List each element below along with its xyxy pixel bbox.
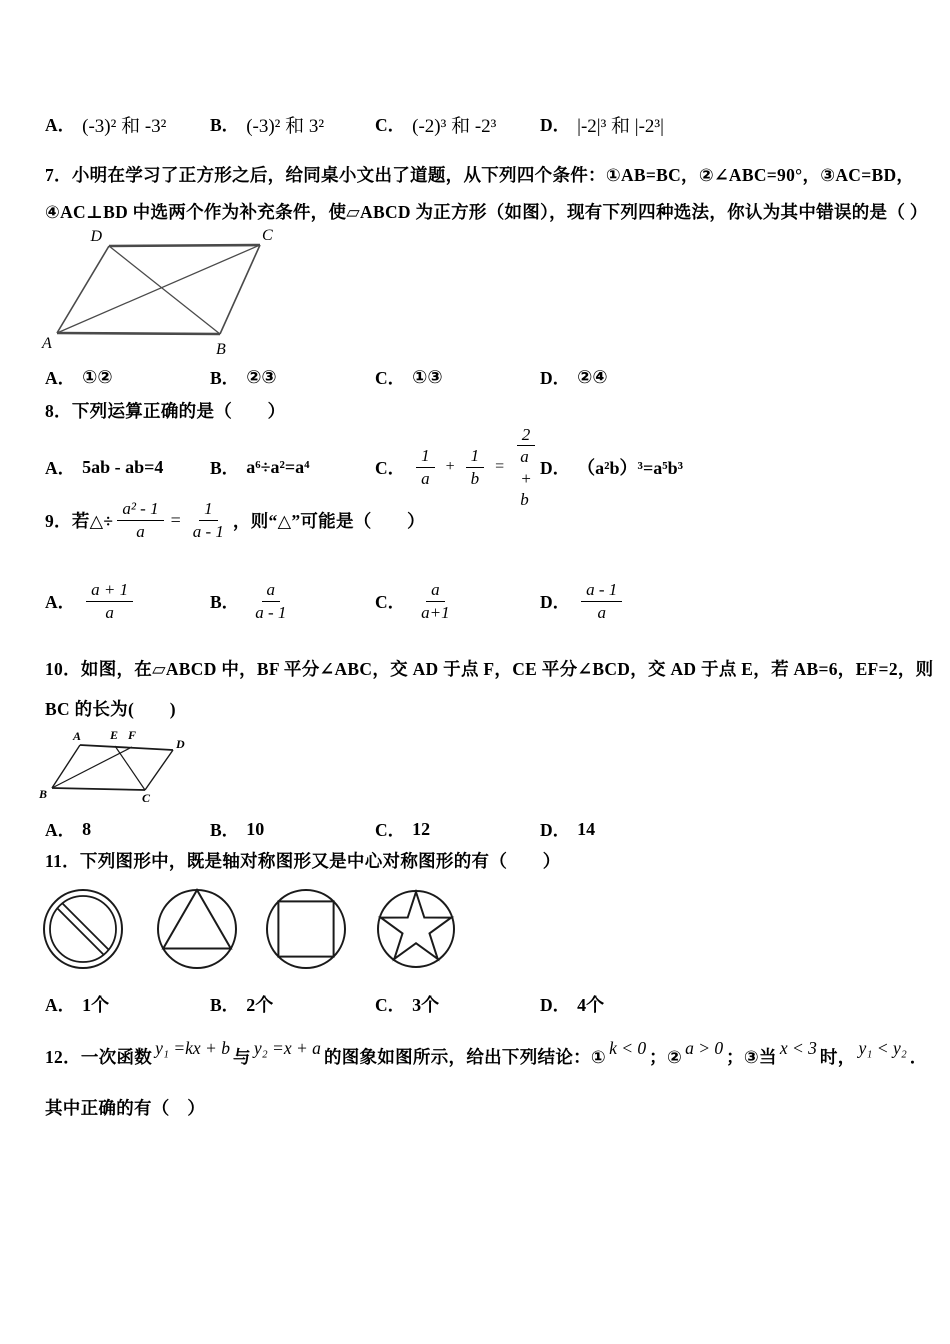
q10-text-line2: BC 的长为( ) xyxy=(45,699,176,719)
vertex-label-a: A xyxy=(73,729,82,743)
q8-option-d xyxy=(540,454,925,480)
q12-text: ；② xyxy=(649,1047,683,1067)
q9-option-b xyxy=(210,579,375,623)
option-letter: B． xyxy=(210,367,240,388)
q6-option-c xyxy=(375,111,540,138)
vertex-label-a: A xyxy=(42,335,52,352)
option-value: 2个 xyxy=(246,995,274,1015)
q9-option-a xyxy=(45,579,210,623)
option-letter: D． xyxy=(540,819,571,840)
option-letter: A． xyxy=(45,994,76,1015)
option-value: 14 xyxy=(577,818,596,839)
q10-option-a xyxy=(45,817,210,842)
option-expression: (-2)³ 和 -2³ xyxy=(412,115,497,137)
option-letter: D． xyxy=(540,367,571,388)
star-in-circle-icon xyxy=(375,881,457,977)
q6-option-a xyxy=(45,111,210,138)
option-letter: C． xyxy=(375,819,406,840)
vertex-label-d: D xyxy=(176,737,185,751)
option-expression: |-2|³ 和 |-2³| xyxy=(577,115,664,137)
option-letter: B． xyxy=(210,591,240,612)
fraction: $\frac{a + 1}{a}$ xyxy=(86,579,133,623)
q8-question: 8．下列运算正确的是（ ） xyxy=(45,401,286,421)
point-label-e: E xyxy=(110,728,119,742)
q11-question: 11．下列图形中，既是轴对称图形又是中心对称图形的有（ ） xyxy=(45,851,561,871)
q8-option-b xyxy=(210,455,375,480)
q10-option-c xyxy=(375,817,540,842)
option-letter: B． xyxy=(210,994,240,1015)
option-letter: D． xyxy=(540,591,571,612)
q7-option-a xyxy=(45,365,210,390)
square-in-circle-icon xyxy=(265,881,347,977)
option-expression: ②③ xyxy=(246,366,277,387)
fraction: $\frac{1}{b}$ xyxy=(466,445,485,489)
q9-prefix: 9．若△÷ xyxy=(45,510,114,531)
q7-parallelogram-figure xyxy=(40,226,290,358)
q7-option-c xyxy=(375,365,540,390)
option-letter: B． xyxy=(210,819,240,840)
vertex-label-d: D xyxy=(90,228,102,245)
q12-text: 12．一次函数 xyxy=(45,1047,153,1067)
q12-text: ． xyxy=(909,1047,928,1067)
q9-suffix: ，则“△”可能是（ ） xyxy=(232,510,425,531)
q12-cond-y: y₁ < y₂ xyxy=(858,1038,907,1058)
option-value: 10 xyxy=(246,818,265,839)
option-expression: (-3)² 和 -3² xyxy=(82,115,167,137)
q6-option-d xyxy=(540,111,925,138)
q9-option-c xyxy=(375,579,540,623)
q12-text-line1 xyxy=(45,1038,928,1069)
q10-options-row xyxy=(45,814,925,844)
option-value: 3个 xyxy=(412,995,440,1015)
option-value: 1个 xyxy=(82,995,110,1015)
option-letter: C． xyxy=(375,457,406,478)
q12-cond-k: k < 0 xyxy=(609,1038,647,1058)
q12-cond-a: a > 0 xyxy=(685,1038,724,1058)
q8-options-row xyxy=(45,424,925,509)
q12-text-line2: 其中正确的有（ ） xyxy=(45,1098,206,1118)
option-expression: a⁶÷a²=a⁴ xyxy=(246,456,310,477)
option-value: 4个 xyxy=(577,995,605,1015)
option-expression: 5ab - ab=4 xyxy=(82,456,164,477)
option-letter: B． xyxy=(210,457,240,478)
q9-question xyxy=(45,486,425,554)
q10-option-d xyxy=(540,817,925,842)
q11-options-row xyxy=(45,989,925,1019)
q12-formula-y2: y₂ =x + a xyxy=(253,1038,321,1058)
no-entry-sign-icon xyxy=(42,881,124,977)
vertex-label-b: B xyxy=(216,341,226,358)
q10-option-b xyxy=(210,817,375,842)
q12-text: 的图象如图所示，给出下列结论：① xyxy=(323,1047,607,1067)
q8-option-a xyxy=(45,455,210,480)
vertex-label-b: B xyxy=(39,787,48,801)
option-expression: （a²b）³=a⁵b³ xyxy=(577,458,684,478)
q12-text: 时， xyxy=(819,1047,856,1067)
option-letter: C． xyxy=(375,114,406,135)
option-letter: A． xyxy=(45,367,76,388)
q10-text-line1: 10．如图，在▱ABCD 中，BF 平分∠ABC，交 AD 于点 F，CE 平分∠BCD，交 AD 于点 E，若 AB=6，EF=2，则 xyxy=(45,659,934,679)
option-letter: A． xyxy=(45,591,76,612)
option-value: 12 xyxy=(412,818,431,839)
q7-text-line2: ④AC⊥BD 中选两个作为补充条件，使▱ABCD 为正方形（如图），现有下列四种选法，你认为其中错误的是（ ） xyxy=(45,202,928,222)
vertex-label-c: C xyxy=(142,791,151,805)
option-value: 8 xyxy=(82,818,92,839)
option-letter: A． xyxy=(45,819,76,840)
q11-option-a xyxy=(45,991,210,1017)
vertex-label-c: C xyxy=(262,227,273,244)
q11-option-c xyxy=(375,991,540,1017)
fraction: $\frac{1}{a}$ xyxy=(416,445,435,489)
option-letter: D． xyxy=(540,457,571,478)
fraction: $\frac{a}{a - 1}$ xyxy=(255,580,287,622)
fraction: $\frac{1}{a - 1}$ xyxy=(192,499,224,541)
option-expression: ①② xyxy=(82,366,113,387)
equals-sign: = xyxy=(170,509,181,530)
option-letter: A． xyxy=(45,114,76,135)
fraction: $\frac{\text{a² - 1}}{a}$ xyxy=(117,498,163,542)
q11-option-b xyxy=(210,991,375,1017)
equals-sign: = xyxy=(495,458,505,475)
q9-option-d xyxy=(540,579,925,623)
option-letter: D． xyxy=(540,114,571,135)
option-letter: C． xyxy=(375,367,406,388)
point-label-f: F xyxy=(128,728,137,742)
triangle-in-circle-icon xyxy=(156,881,238,977)
q6-options-row xyxy=(45,103,925,145)
option-letter: A． xyxy=(45,457,76,478)
q12-text: ；③当 xyxy=(726,1047,777,1067)
q12-cond-x: x < 3 xyxy=(779,1038,817,1058)
q7-text-line1: 7．小明在学习了正方形之后，给同桌小文出了道题，从下列四个条件：①AB=BC，②∠ABC=90°，③AC=BD， xyxy=(45,165,915,185)
option-letter: C． xyxy=(375,591,406,612)
option-expression: ①③ xyxy=(412,366,443,387)
fraction: $\frac{a}{a+1}$ xyxy=(421,580,450,622)
q11-figures xyxy=(42,881,472,977)
q11-option-d xyxy=(540,991,925,1017)
q7-option-d xyxy=(540,365,925,390)
option-letter: B． xyxy=(210,114,240,135)
q7-options-row xyxy=(45,362,925,392)
q7-option-b xyxy=(210,365,375,390)
plus-sign: + xyxy=(445,458,455,475)
q12-formula-y1: y₁ =kx + b xyxy=(155,1038,230,1058)
option-letter: D． xyxy=(540,994,571,1015)
fraction: $\frac{2}{a + b}$ xyxy=(515,424,536,510)
option-expression: ②④ xyxy=(577,366,608,387)
q9-options-row xyxy=(45,568,925,634)
q10-parallelogram-figure xyxy=(25,728,215,808)
option-expression: (-3)² 和 3² xyxy=(246,115,325,137)
option-letter: C． xyxy=(375,994,406,1015)
q12-text: 与 xyxy=(233,1047,251,1067)
q6-option-b xyxy=(210,111,375,138)
fraction: $\frac{a - 1}{a}$ xyxy=(581,579,622,623)
